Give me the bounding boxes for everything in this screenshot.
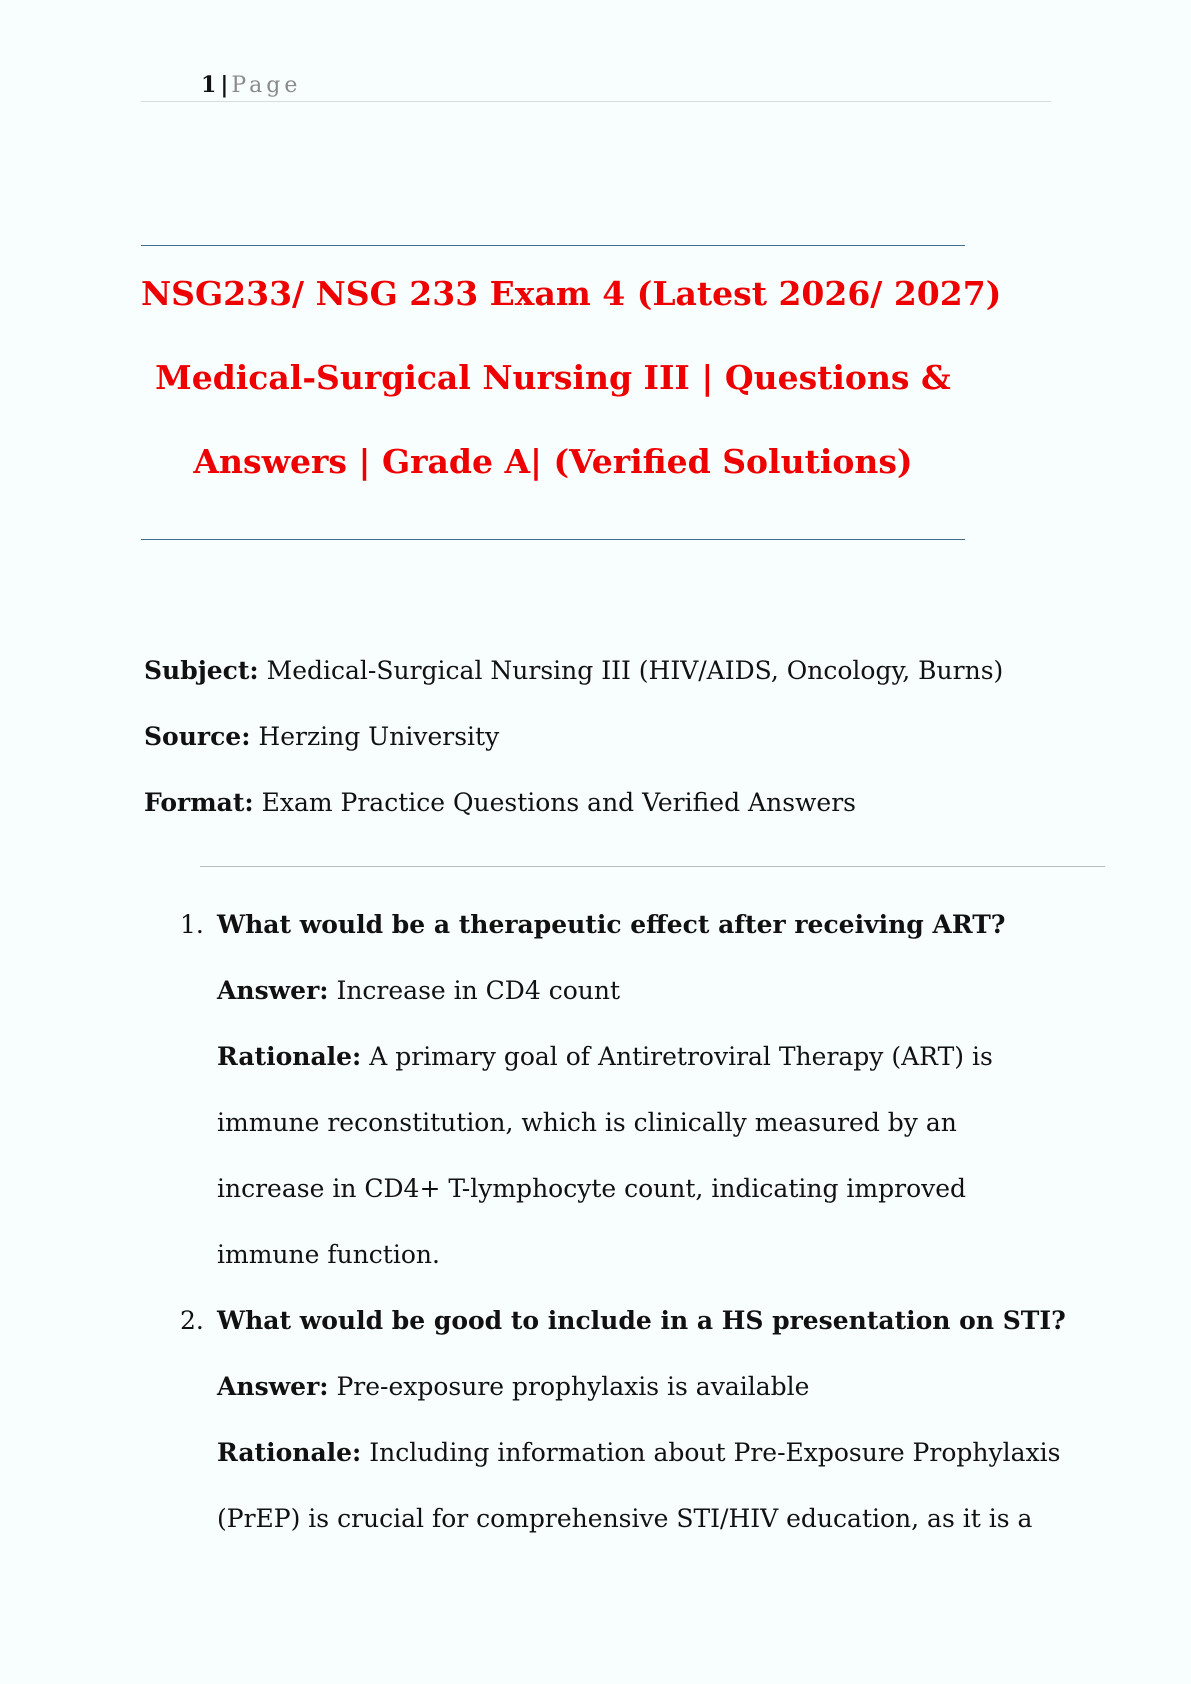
rationale-text: A primary goal of Antiretroviral Therapy (ART) is immune reconstitution, which is clinically measured by an increase in CD4+ T-lymphocyte count, indicating improved immune function. — [217, 1042, 993, 1269]
document-meta — [144, 638, 1003, 836]
question-item — [0, 892, 1191, 1288]
rationale-text: Including information about Pre-Exposure Prophylaxis (PrEP) is crucial for comprehensive STI/HIV education, as it is a — [217, 1438, 1061, 1533]
title-bottom-rule — [141, 539, 965, 540]
page-word: Page — [231, 73, 302, 98]
page-number: 1 — [201, 72, 217, 98]
meta-format — [144, 770, 1003, 836]
subject-value: Medical-Surgical Nursing III (HIV/AIDS, Oncology, Burns) — [266, 656, 1004, 685]
question-item — [0, 1288, 1191, 1552]
rationale-label: Rationale: — [217, 1438, 362, 1467]
title-line-3: Answers | Grade A| (Verified Solutions) — [193, 442, 913, 481]
title-top-rule — [141, 245, 965, 246]
answer-label: Answer: — [217, 976, 329, 1005]
answer-text: Increase in CD4 count — [336, 976, 621, 1005]
page-indicator — [201, 72, 301, 99]
title-line-2: Medical-Surgical Nursing III | Questions & — [155, 358, 951, 397]
page-separator: | — [220, 72, 229, 98]
question-text: What would be a therapeutic effect after receiving ART? — [217, 910, 1006, 939]
meta-source — [144, 704, 1003, 770]
answer-row — [217, 1354, 1191, 1420]
page-header — [141, 72, 1051, 102]
question-text: What would be good to include in a HS presentation on STI? — [217, 1306, 1066, 1335]
meta-subject — [144, 638, 1003, 704]
source-value: Herzing University — [258, 722, 500, 751]
section-divider — [200, 866, 1105, 867]
question-list — [0, 892, 1191, 1552]
answer-label: Answer: — [217, 1372, 329, 1401]
subject-label: Subject: — [144, 656, 259, 685]
document-title — [141, 252, 1002, 504]
rationale-row — [217, 1420, 1067, 1552]
rationale-label: Rationale: — [217, 1042, 362, 1071]
answer-row — [217, 958, 1191, 1024]
question-number: 2. — [180, 1306, 204, 1335]
title-line-1: NSG233/ NSG 233 Exam 4 (Latest 2026/ 2027) — [141, 274, 1002, 313]
source-label: Source: — [144, 722, 251, 751]
answer-text: Pre-exposure prophylaxis is available — [336, 1372, 810, 1401]
format-label: Format: — [144, 788, 254, 817]
rationale-row — [217, 1024, 1067, 1288]
question-number: 1. — [180, 910, 204, 939]
format-value: Exam Practice Questions and Verified Answers — [261, 788, 857, 817]
